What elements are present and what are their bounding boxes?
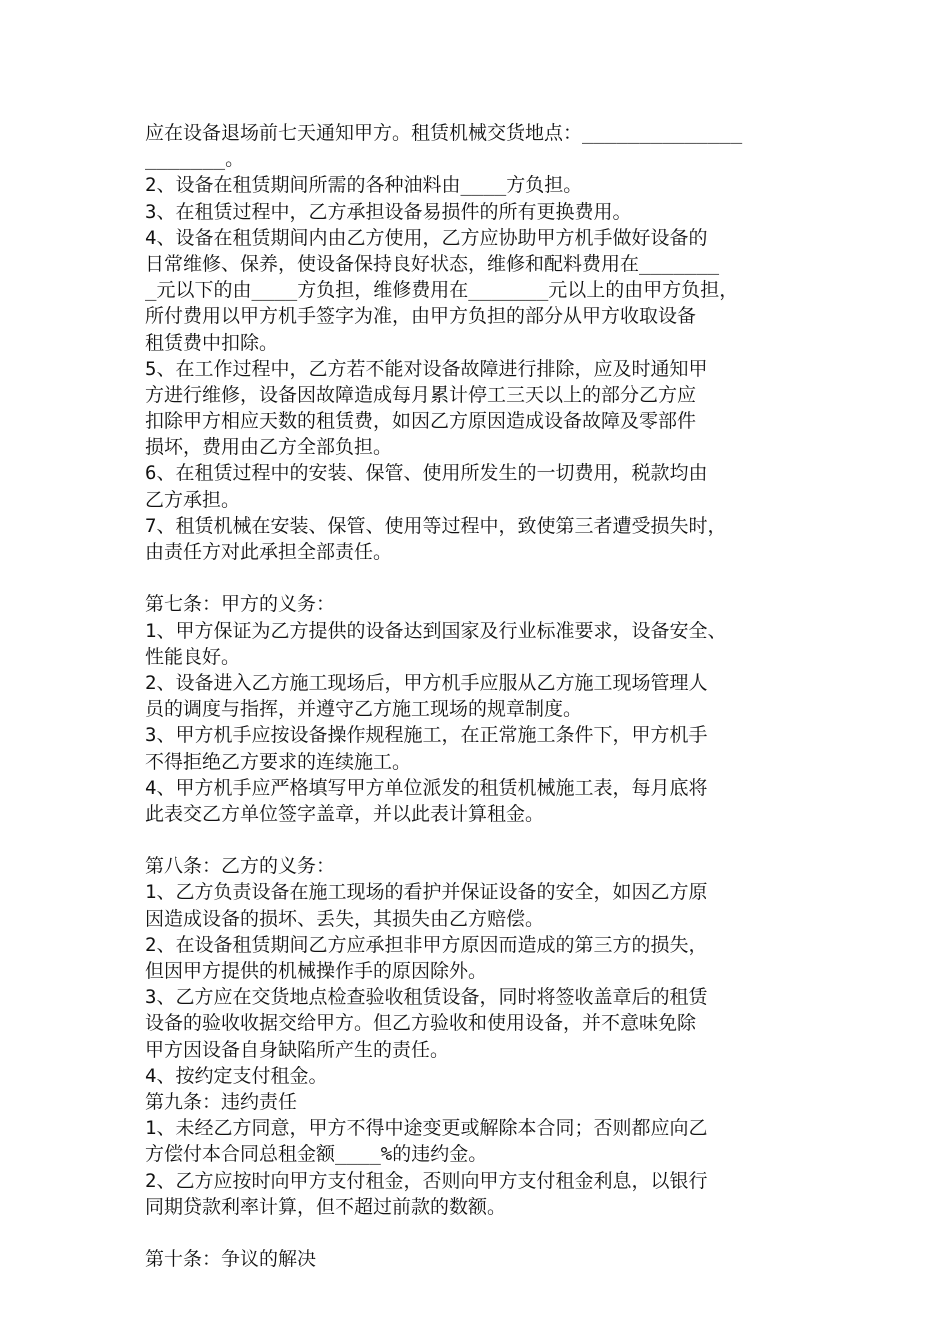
text-line: 3、甲方机手应按设备操作规程施工，在正常施工条件下，甲方机手 bbox=[145, 724, 708, 747]
text-line: 员的调度与指挥，并遵守乙方施工现场的规章制度。 bbox=[145, 698, 583, 721]
section-heading: 第八条：乙方的义务： bbox=[145, 855, 336, 878]
text-line: 2、设备在租赁期间所需的各种油料由____方负担。 bbox=[145, 174, 583, 197]
text-line: _______。 bbox=[145, 148, 245, 171]
text-line: 2、设备进入乙方施工现场后，甲方机手应服从乙方施工现场管理人 bbox=[145, 671, 708, 694]
contract-page bbox=[145, 120, 825, 1272]
text-line: 4、按约定支付租金。 bbox=[145, 1064, 328, 1087]
text-line: 6、在租赁过程中的安装、保管、使用所发生的一切费用，税款均由 bbox=[145, 462, 708, 485]
text-line: 甲方因设备自身缺陷所产生的责任。 bbox=[145, 1038, 450, 1061]
text-line: 方进行维修，设备因故障造成每月累计停工三天以上的部分乙方应 bbox=[145, 383, 697, 406]
text-line: 7、租赁机械在安装、保管、使用等过程中，致使第三者遭受损失时， bbox=[145, 514, 727, 537]
text-line: 4、设备在租赁期间内由乙方使用，乙方应协助甲方机手做好设备的 bbox=[145, 226, 708, 249]
text-line: 5、在工作过程中，乙方若不能对设备故障进行排除，应及时通知甲 bbox=[145, 357, 708, 380]
text-line: _元以下的由____方负担，维修费用在_______元以上的由甲方负担， bbox=[145, 279, 739, 302]
text-line: 租赁费中扣除。 bbox=[145, 331, 279, 354]
text-line: 但因甲方提供的机械操作手的原因除外。 bbox=[145, 960, 488, 982]
text-line: 4、甲方机手应严格填写甲方单位派发的租赁机械施工表，每月底将 bbox=[145, 776, 708, 799]
text-line: 应在设备退场前七天通知甲方。租赁机械交货地点：______________ bbox=[145, 122, 743, 144]
blank-line bbox=[145, 827, 825, 853]
text-line: 同期贷款利率计算，但不超过前款的数额。 bbox=[145, 1195, 507, 1218]
blank-line bbox=[145, 565, 825, 591]
text-line: 所付费用以甲方机手签字为准，由甲方负担的部分从甲方收取设备 bbox=[145, 305, 697, 328]
text-line: 日常维修、保养，使设备保持良好状态，维修和配料费用在_______ bbox=[145, 252, 720, 275]
text-line: 乙方承担。 bbox=[145, 488, 241, 511]
text-line: 1、未经乙方同意，甲方不得中途变更或解除本合同；否则都应向乙 bbox=[145, 1117, 708, 1140]
text-line: 3、在租赁过程中，乙方承担设备易损件的所有更换费用。 bbox=[145, 200, 632, 223]
text-line: 扣除甲方相应天数的租赁费，如因乙方原因造成设备故障及零部件 bbox=[145, 410, 697, 433]
text-line: 因造成设备的损坏、丢失，其损失由乙方赔偿。 bbox=[145, 907, 545, 930]
section-heading: 第十条：争议的解决 bbox=[145, 1248, 317, 1271]
section-heading: 第九条：违约责任 bbox=[145, 1090, 298, 1113]
text-line: 设备的验收收据交给甲方。但乙方验收和使用设备，并不意味免除 bbox=[145, 1012, 697, 1035]
text-line: 性能良好。 bbox=[145, 645, 241, 668]
text-line: 损坏，费用由乙方全部负担。 bbox=[145, 436, 393, 459]
section-heading: 第七条：甲方的义务： bbox=[145, 593, 336, 616]
text-line: 2、乙方应按时向甲方支付租金，否则向甲方支付租金利息，以银行 bbox=[145, 1169, 708, 1192]
blank-line bbox=[145, 1220, 825, 1246]
text-line: 此表交乙方单位签字盖章，并以此表计算租金。 bbox=[145, 802, 545, 825]
text-line: 1、乙方负责设备在施工现场的看护并保证设备的安全，如因乙方原 bbox=[145, 881, 708, 904]
text-line: 不得拒绝乙方要求的连续施工。 bbox=[145, 750, 412, 773]
text-line: 方偿付本合同总租金额____%的违约金。 bbox=[145, 1143, 488, 1166]
text-line: 2、在设备租赁期间乙方应承担非甲方原因而造成的第三方的损失， bbox=[145, 933, 708, 956]
text-line: 1、甲方保证为乙方提供的设备达到国家及行业标准要求，设备安全、 bbox=[145, 619, 727, 642]
text-line: 3、乙方应在交货地点检查验收租赁设备，同时将签收盖章后的租赁 bbox=[145, 986, 708, 1009]
text-line: 由责任方对此承担全部责任。 bbox=[145, 541, 393, 563]
